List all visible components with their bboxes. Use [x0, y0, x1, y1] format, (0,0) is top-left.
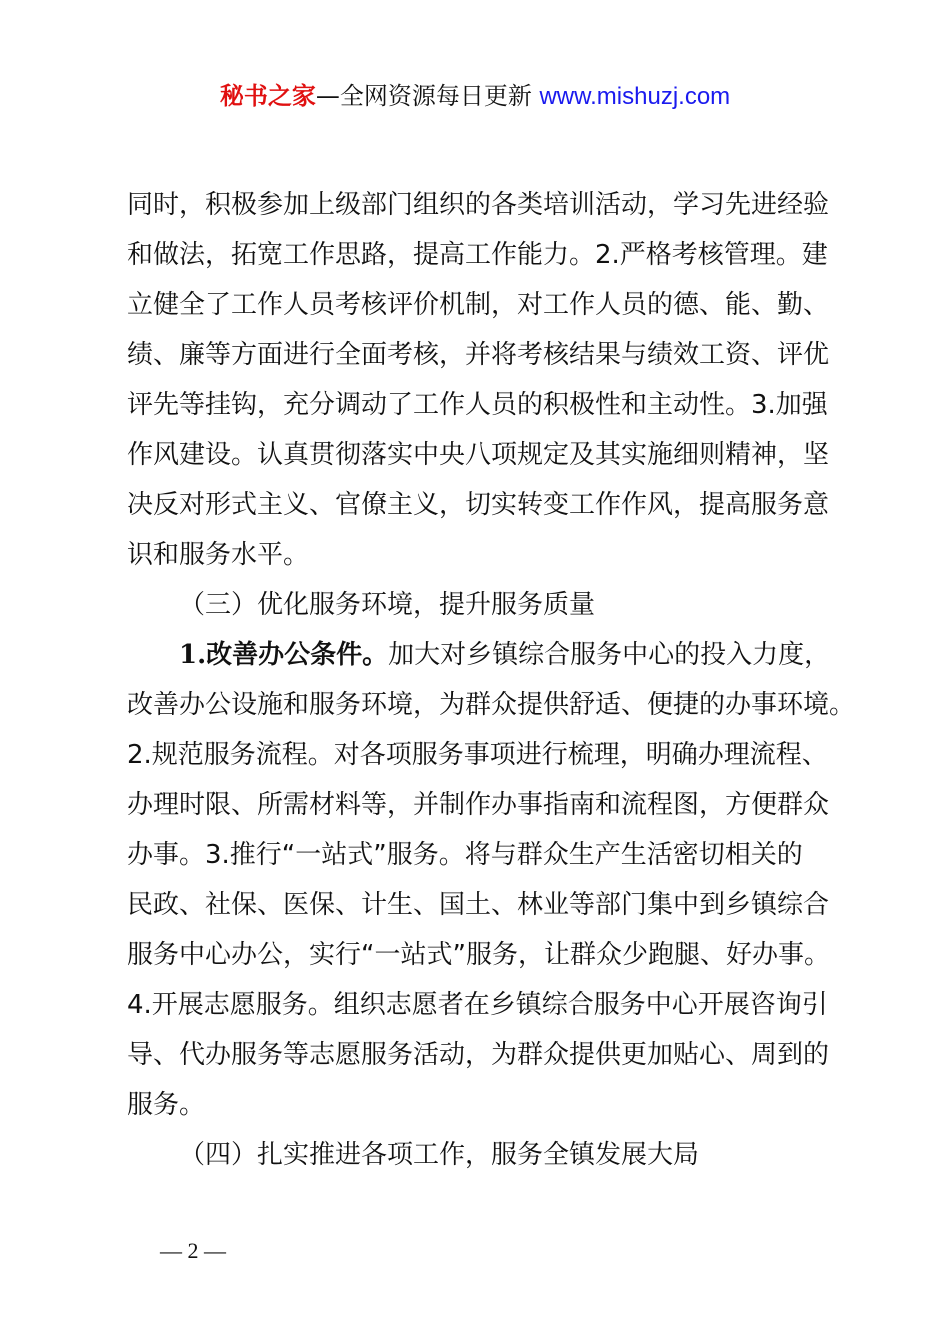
text-line: 2.规范服务流程。对各项服务事项进行梳理，明确办理流程、	[127, 740, 828, 770]
text-line: 办事。3.推行“一站式”服务。将与群众生产生活密切相关的	[127, 840, 803, 870]
text-line: 立健全了工作人员考核评价机制，对工作人员的德、能、勤、	[127, 290, 830, 320]
site-header	[0, 78, 950, 115]
page-number: — 2 —	[160, 1238, 226, 1263]
text-line: 绩、廉等方面进行全面考核，并将考核结果与绩效工资、评优	[127, 340, 830, 370]
text-line: 4.开展志愿服务。组织志愿者在乡镇综合服务中心开展咨询引	[127, 990, 828, 1020]
text-line: 服务中心办公，实行“一站式”服务，让群众少跑腿、好办事。	[127, 940, 830, 970]
text-line: 改善办公设施和服务环境，为群众提供舒适、便捷的办事环境。	[127, 690, 856, 720]
text-line: 服务。	[127, 1090, 206, 1120]
text-line: 和做法，拓宽工作思路，提高工作能力。2.严格考核管理。建	[127, 240, 828, 270]
site-brand: 秘书之家	[219, 82, 316, 110]
text-line: 决反对形式主义、官僚主义，切实转变工作作风，提高服务意	[127, 490, 830, 520]
document-body	[127, 180, 856, 1180]
text-line: 评先等挂钩，充分调动了工作人员的积极性和主动性。3.加强	[127, 390, 828, 420]
site-slogan: —全网资源每日更新	[315, 82, 532, 110]
text-line	[127, 630, 837, 680]
text-line: 民政、社保、医保、计生、国土、林业等部门集中到乡镇综合	[127, 890, 830, 920]
site-url: www.mishuzj.com	[539, 83, 731, 110]
section-heading: （三）优化服务环境，提升服务质量	[179, 590, 596, 620]
text-line: 导、代办服务等志愿服务活动，为群众提供更加贴心、周到的	[127, 1040, 830, 1070]
text-line: 办理时限、所需材料等，并制作办事指南和流程图，方便群众	[127, 790, 830, 820]
text-line: 同时，积极参加上级部门组织的各类培训活动，学习先进经验	[127, 190, 830, 220]
item-text: 加大对乡镇综合服务中心的投入力度，	[388, 640, 831, 670]
section-heading: （四）扎实推进各项工作，服务全镇发展大局	[179, 1140, 700, 1170]
item-lead: 1.改善办公条件。	[179, 640, 389, 670]
text-line: 作风建设。认真贯彻落实中央八项规定及其实施细则精神，坚	[127, 440, 830, 470]
text-line: 识和服务水平。	[127, 540, 310, 570]
